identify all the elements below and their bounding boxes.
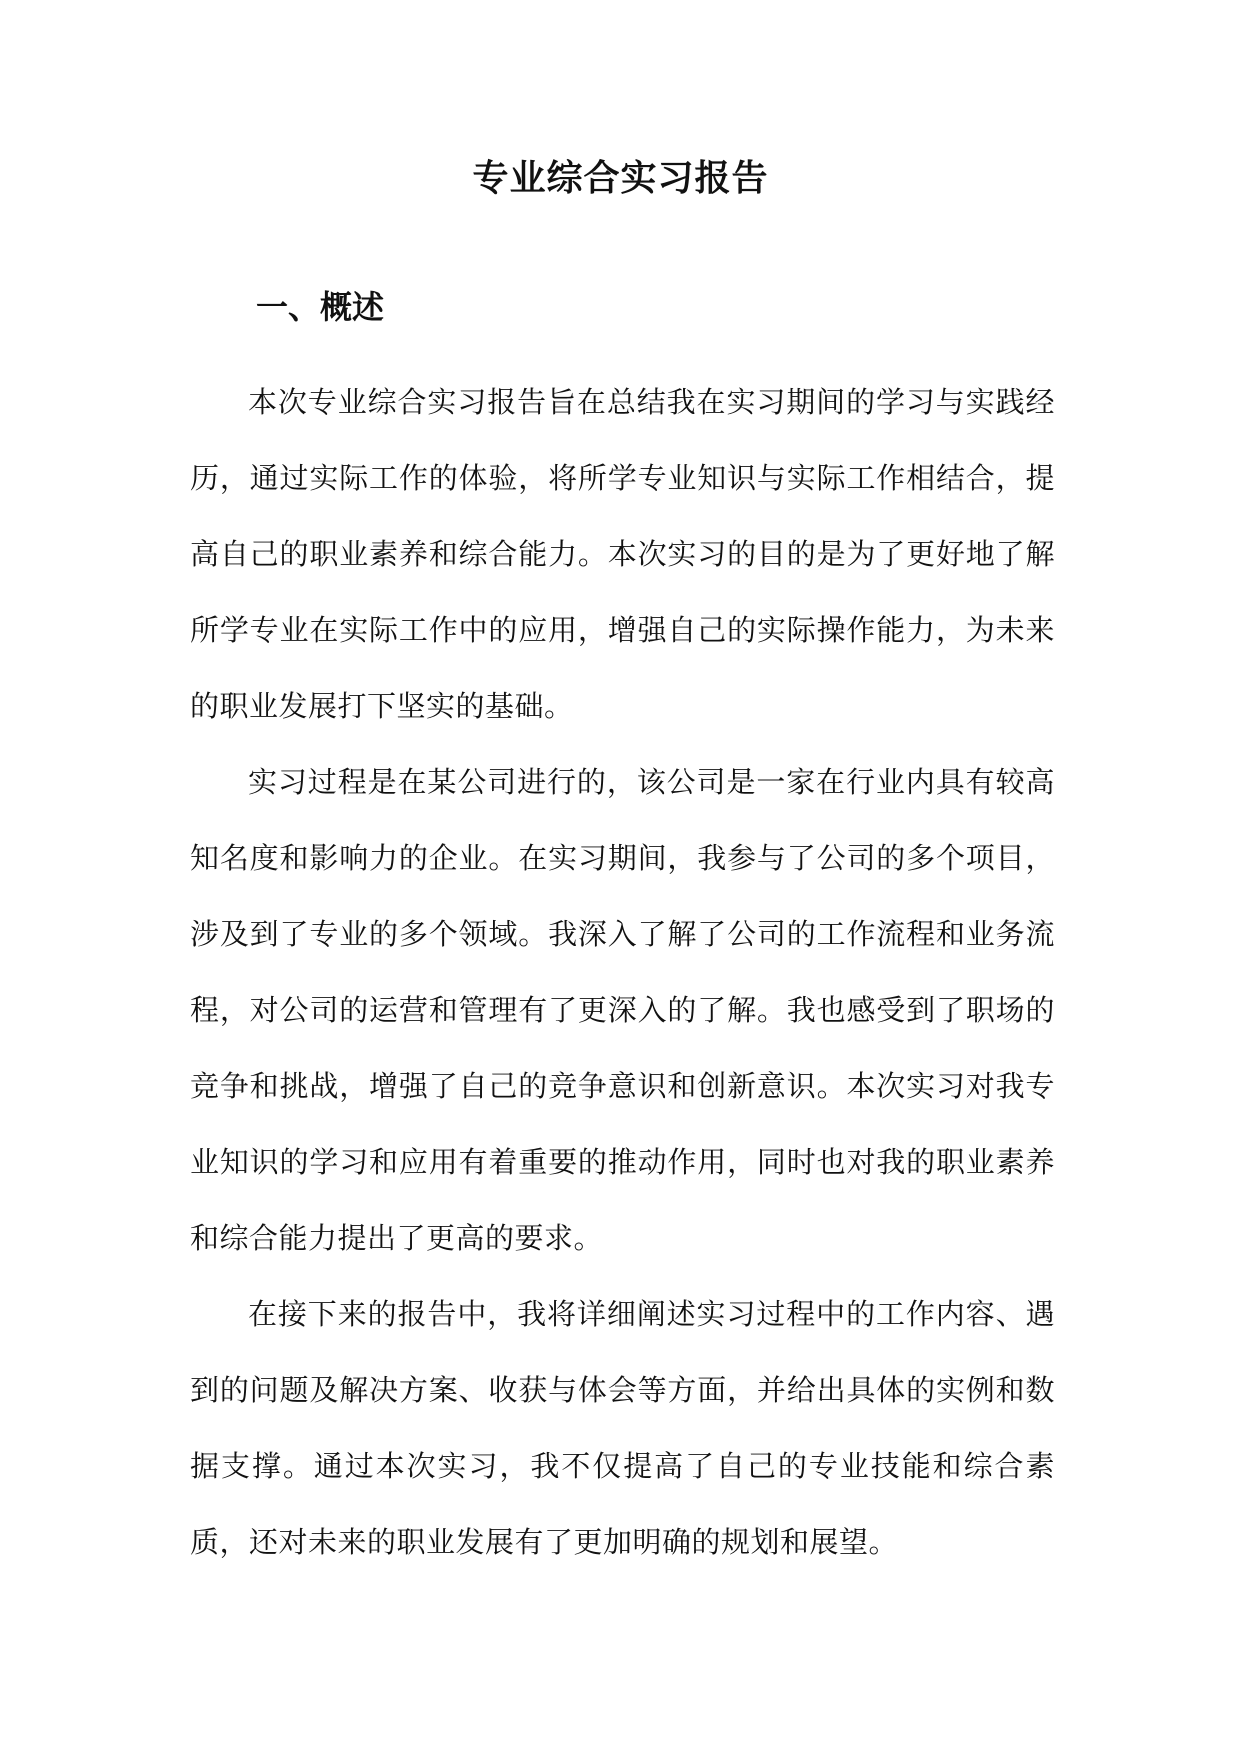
paragraph: 实习过程是在某公司进行的，该公司是一家在行业内具有较高知名度和影响力的企业。在实习期间，我参与了公司的多个项目，涉及到了专业的多个领域。我深入了解了公司的工作流程和业务流程，对公司的运营和管理有了更深入的了解。我也感受到了职场的竞争和挑战，增强了自己的竞争意识和创新意识。本次实习对我专业知识的学习和应用有着重要的推动作用，同时也对我的职业素养和综合能力提出了更高的要求。	[190, 765, 1055, 1255]
paragraph: 在接下来的报告中，我将详细阐述实习过程中的工作内容、遇到的问题及解决方案、收获与体会等方面，并给出具体的实例和数据支撑。通过本次实习，我不仅提高了自己的专业技能和综合素质，还对未来的职业发展有了更加明确的规划和展望。	[190, 1297, 1055, 1559]
section-heading: 一、概述	[256, 288, 385, 326]
document-title: 专业综合实习报告	[472, 157, 769, 199]
paragraph: 本次专业综合实习报告旨在总结我在实习期间的学习与实践经历，通过实际工作的体验，将所学专业知识与实际工作相结合，提高自己的职业素养和综合能力。本次实习的目的是为了更好地了解所学专业在实际工作中的应用，增强自己的实际操作能力，为未来的职业发展打下坚实的基础。	[190, 385, 1055, 723]
body-text	[190, 364, 1055, 1580]
